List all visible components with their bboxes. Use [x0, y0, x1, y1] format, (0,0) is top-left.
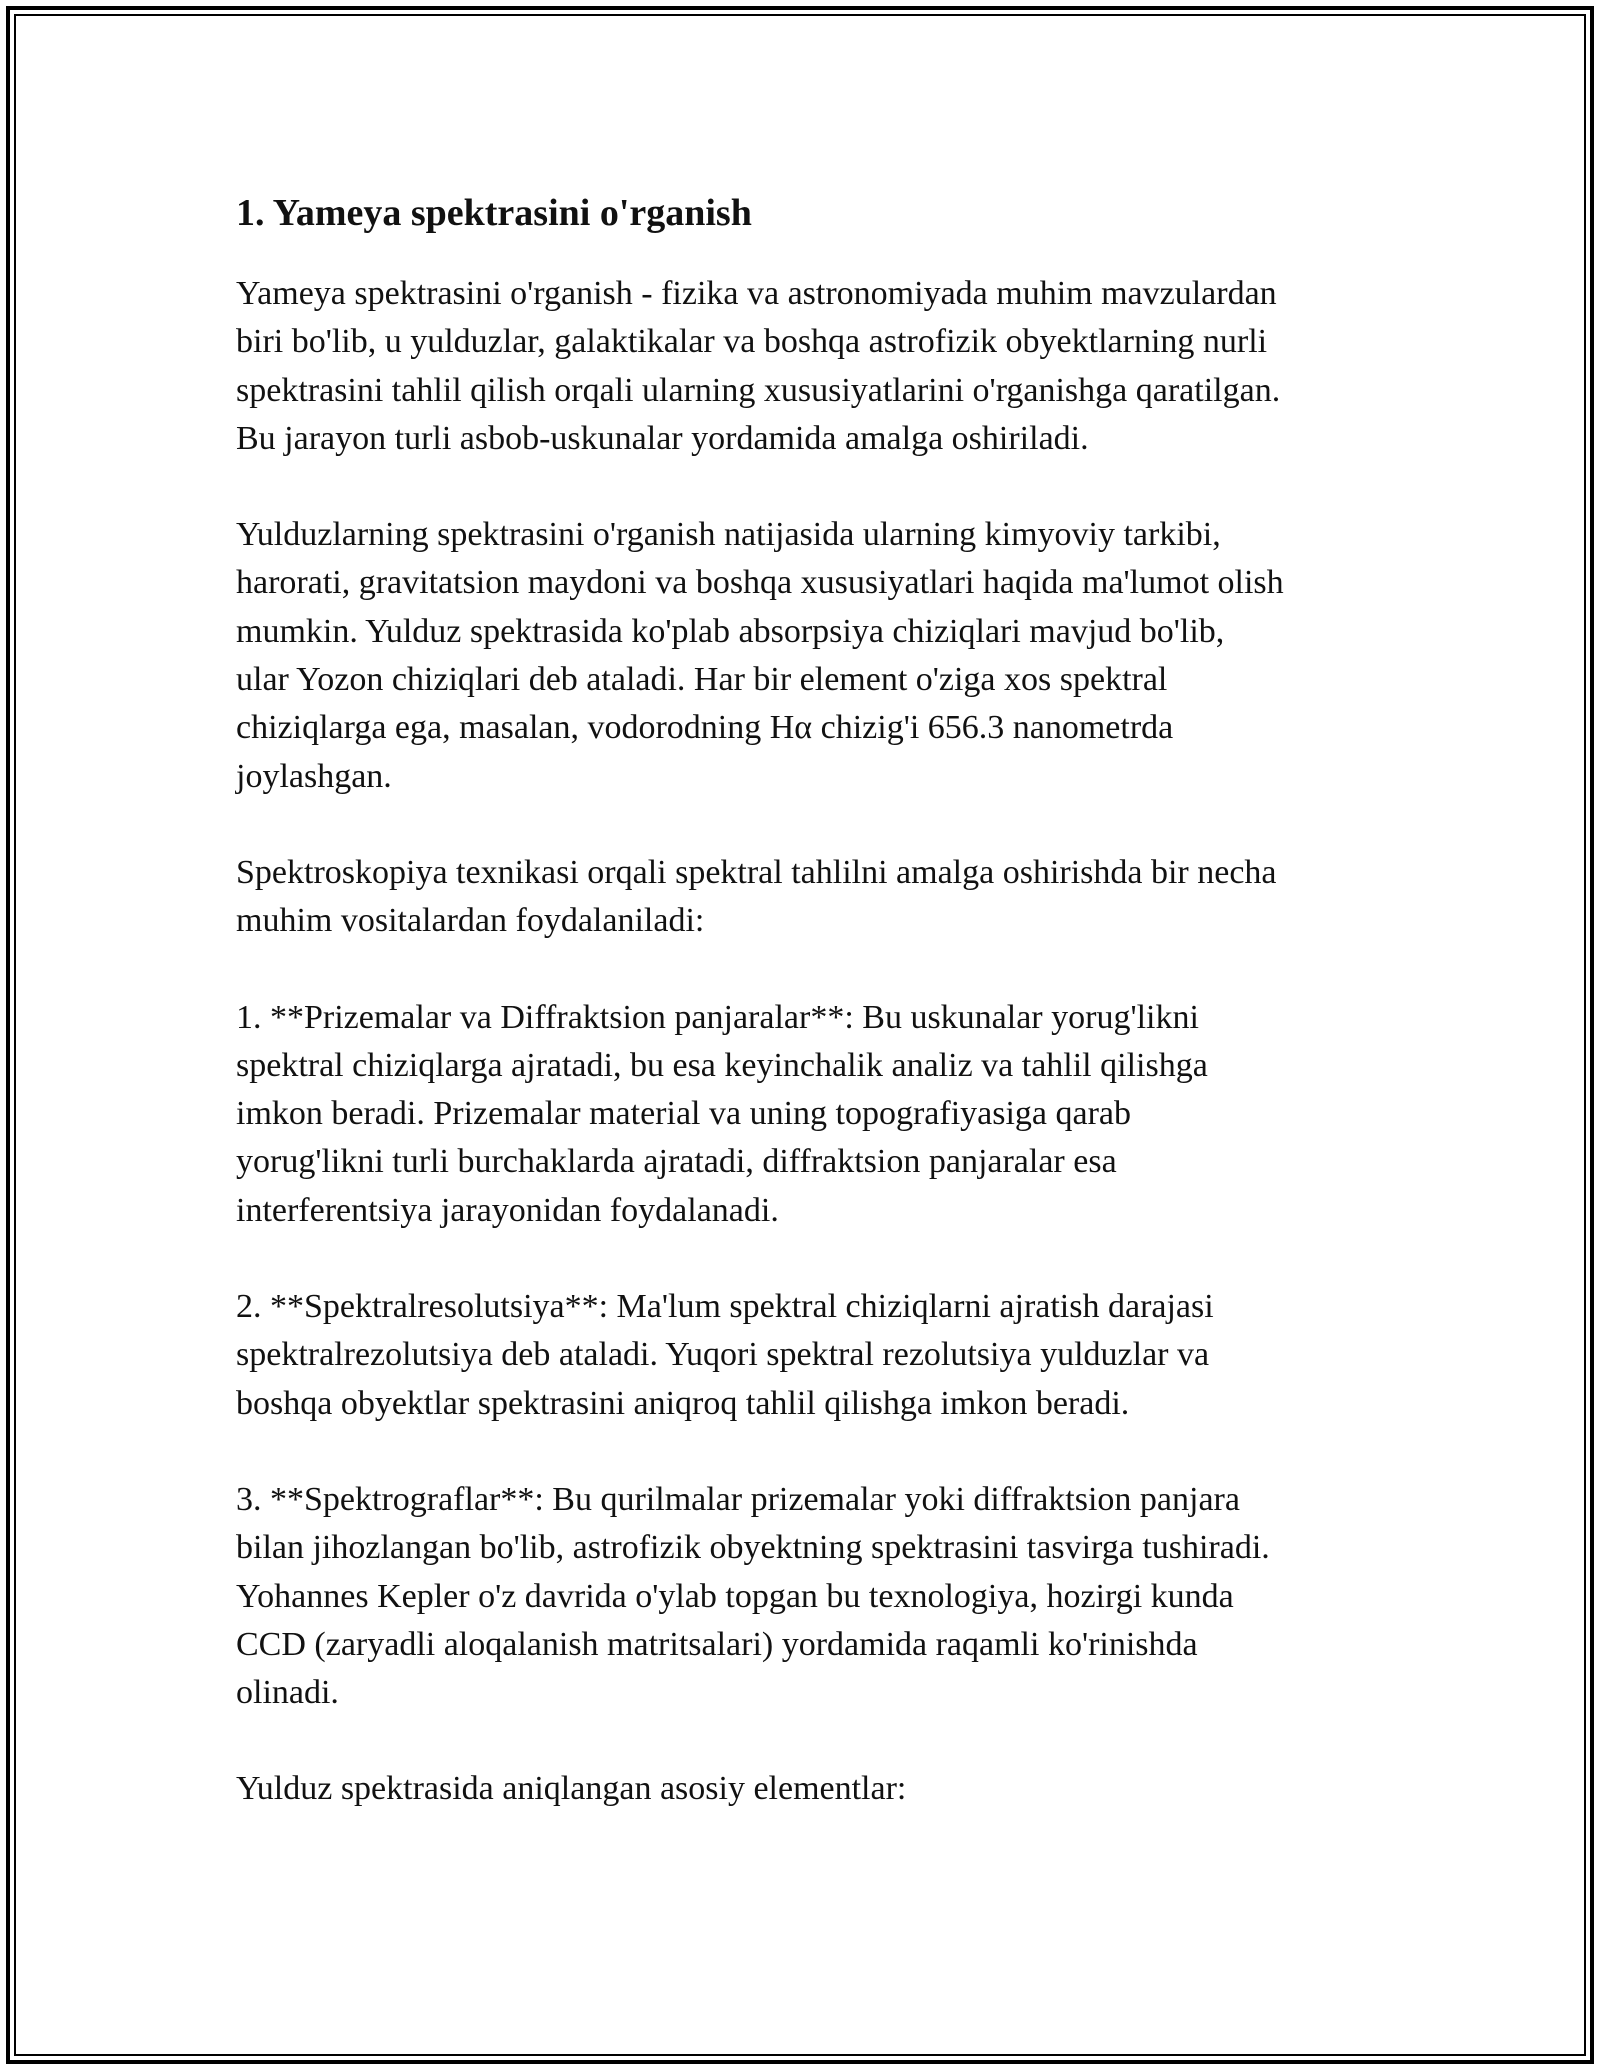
list-item-spectrographs: 3. **Spektrograflar**: Bu qurilmalar prizemalar yoki diffraktsion panjara bilan jihozlangan bo'lib, astrofizik obyektning spektrasini tasvirga tushiradi. Yohannes Kepler o'z davrida o'ylab topgan bu texnologiya, hozirgi kunda CCD (zaryadli aloqalanish matritsalari) yordamida raqamli ko'rinishda olinadi.	[236, 1480, 1270, 1712]
list-item-prisms: 1. **Prizemalar va Diffraktsion panjaralar**: Bu uskunalar yorug'likni spektral chiziqlarga ajratadi, bu esa keyinchalik analiz va tahlil qilishga imkon beradi. Prizemalar material va uning topografiyasiga qarab yorug'likni turli burchaklarda ajratadi, diffraktsion panjaralar esa interferentsiya jarayonidan foydalanadi.	[236, 998, 1208, 1229]
paragraph-elements-heading: Yulduz spektrasida aniqlangan asosiy elementlar:	[236, 1770, 907, 1808]
paragraph-intro: Yameya spektrasini o'rganish - fizika va astronomiyada muhim mavzulardan biri bo'lib, u yulduzlar, galaktikalar va boshqa astrofizik obyektlarning nurli spektrasini tahlil qilish orqali ularning xususiyatlarini o'rganishga qaratilgan. Bu jarayon turli asbob-uskunalar yordamida amalga oshiriladi.	[236, 275, 1281, 457]
document-title: 1. Yameya spektrasini o'rganish	[236, 192, 752, 234]
list-item-resolution: 2. **Spektralresolutsiya**: Ma'lum spektral chiziqlarni ajratish darajasi spektralrezolutsiya deb ataladi. Yuqori spektral rezolutsiya yulduzlar va boshqa obyektlar spektrasini aniqroq tahlil qilishga imkon beradi.	[236, 1288, 1214, 1422]
document-body	[236, 184, 1386, 1862]
paragraph-tools-intro: Spektroskopiya texnikasi orqali spektral tahlilni amalga oshirishda bir necha muhim vositalardan foydalaniladi:	[236, 853, 1277, 940]
paragraph-star-spectra: Yulduzlarning spektrasini o'rganish natijasida ularning kimyoviy tarkibi, harorati, gravitatsion maydoni va boshqa xususiyatlari haqida ma'lumot olish mumkin. Yulduz spektrasida ko'plab absorpsiya chiziqlari mavjud bo'lib, ular Yozon chiziqlari deb ataladi. Har bir element o'ziga xos spektral chiziqlarga ega, masalan, vodorodning Hα chizig'i 656.3 nanometrda joylashgan.	[236, 516, 1284, 795]
